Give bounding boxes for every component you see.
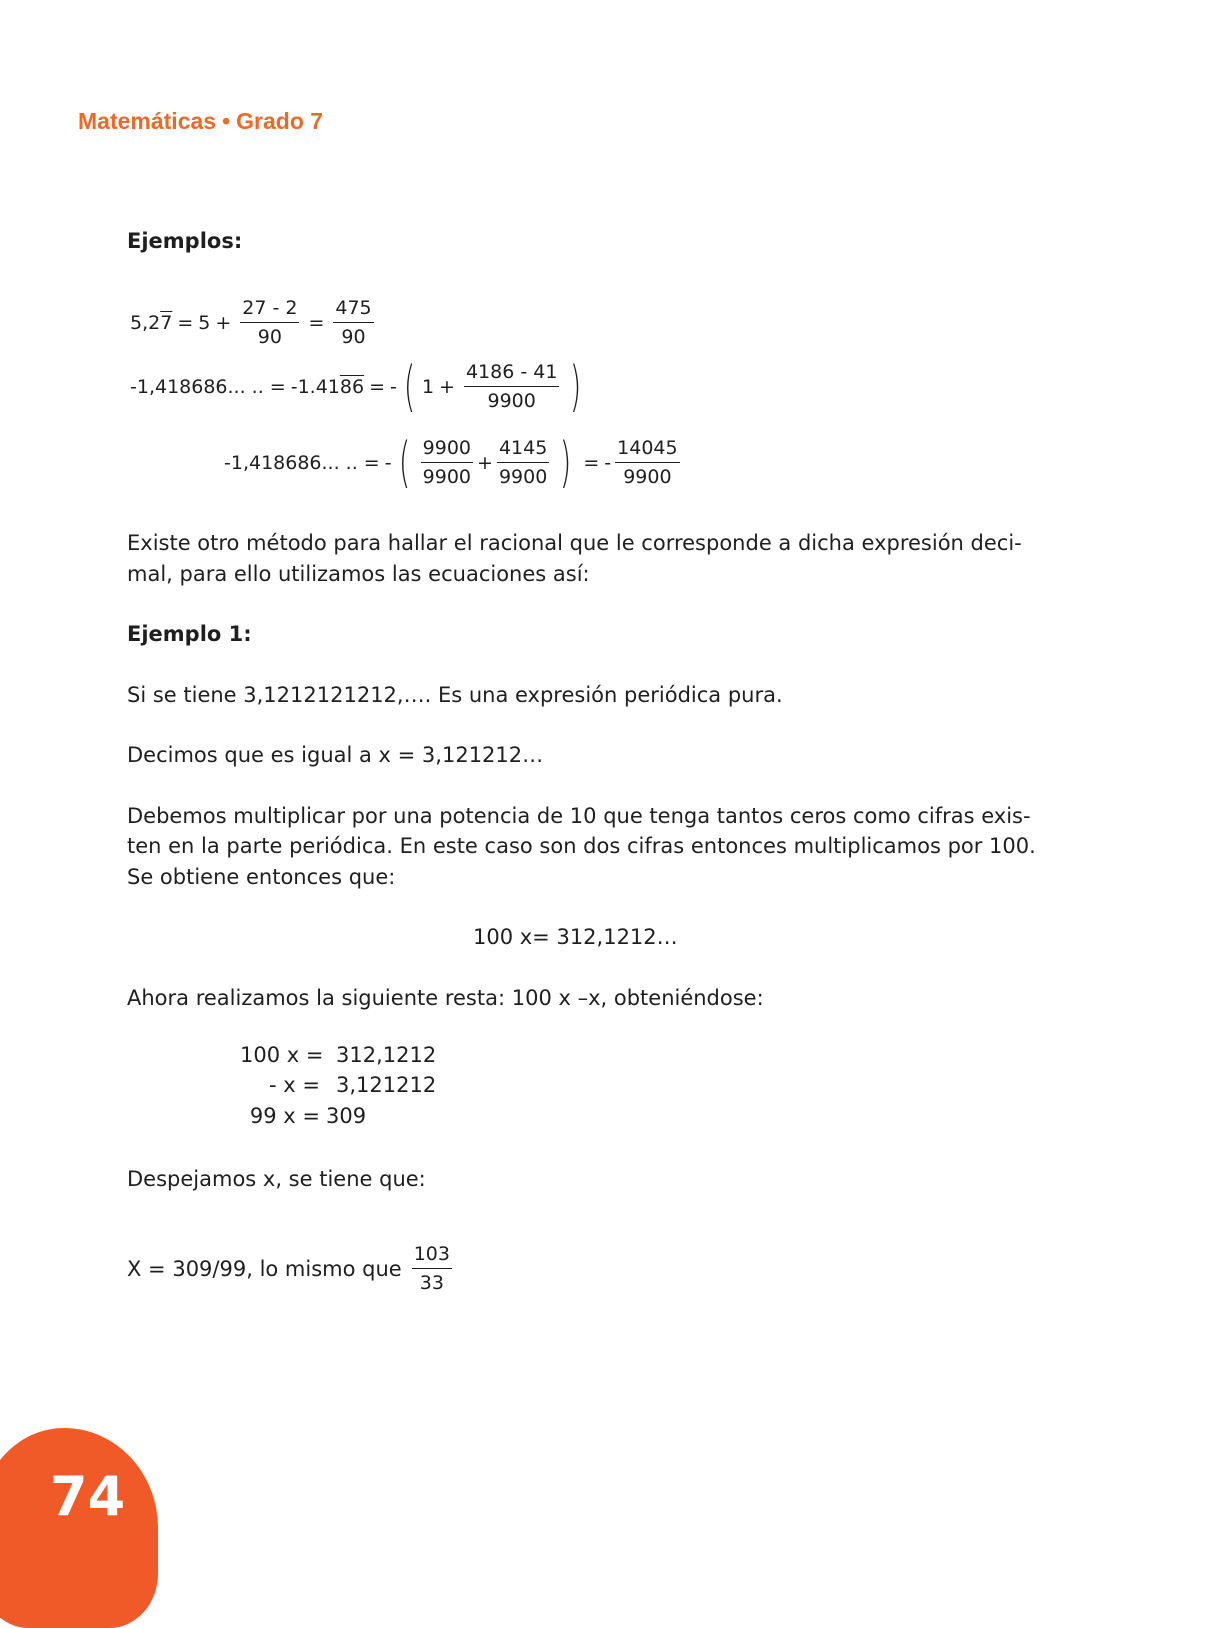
eq2-lhs: -1,418686... .. =	[130, 375, 286, 398]
eq1-numerator: 27 - 2	[240, 294, 299, 323]
eq1-lhs-int: 5,2	[130, 311, 161, 334]
eq3-result-denominator: 9900	[623, 466, 672, 488]
eq1-lhs-overline: 7	[160, 311, 173, 334]
eq3-fraction-1	[421, 434, 473, 491]
example-1-title: Ejemplo 1:	[127, 622, 252, 646]
eq1-plus: +	[215, 311, 232, 334]
equation-1	[130, 294, 378, 351]
eq1-result-numerator: 475	[333, 294, 373, 323]
paragraph-2-line-1: Debemos multiplicar por una potencia de 10 que tenga tantos ceros como cifras exis-	[127, 804, 1031, 828]
eq2-mid-overline: 86	[339, 375, 365, 398]
final-numerator: 103	[412, 1240, 452, 1269]
eq3-f2-numerator: 4145	[497, 434, 549, 463]
eq1-result-denominator: 90	[341, 326, 366, 348]
paragraph-2-line-3: Se obtiene entonces que:	[127, 865, 396, 889]
eq2-one: 1	[421, 375, 435, 398]
final-fraction	[412, 1240, 452, 1297]
eq3-minus: -	[384, 451, 392, 474]
eq3-f1-numerator: 9900	[421, 434, 473, 463]
eq3-lhs: -1,418686... .. =	[224, 451, 380, 474]
eq2-denominator: 9900	[487, 390, 536, 412]
subtraction-row-3-right: 309	[326, 1104, 367, 1128]
eq1-fraction	[240, 294, 299, 351]
subtraction-intro-line: Ahora realizamos la siguiente resta: 100 x –x, obteniéndose:	[127, 986, 764, 1010]
eq2-plus: +	[439, 375, 455, 398]
eq1-result-fraction	[333, 294, 373, 351]
subtraction-row-2-right: 3,121212	[336, 1073, 437, 1097]
final-result	[127, 1240, 456, 1297]
running-header	[78, 108, 323, 135]
final-text: X = 309/99, lo mismo que	[127, 1256, 402, 1281]
page-number: 74	[50, 1465, 126, 1528]
paragraph-2-line-2: ten en la parte periódica. En este caso son dos cifras entonces multiplicamos por 100.	[127, 834, 1036, 858]
eq3-f1-denominator: 9900	[422, 466, 472, 488]
page-number-badge	[0, 1428, 158, 1628]
eq1-denominator: 90	[257, 326, 282, 348]
left-paren-icon: (	[403, 354, 416, 418]
right-paren-icon: )	[560, 430, 572, 494]
eq1-equals-2: =	[308, 311, 325, 334]
centered-equation: 100 x= 312,1212…	[473, 925, 678, 949]
despejamos-line: Despejamos x, se tiene que:	[127, 1167, 426, 1191]
equation-2	[130, 354, 589, 418]
subtraction-row-2-left: - x =	[269, 1073, 320, 1097]
eq1-five: 5	[198, 311, 211, 334]
eq3-plus: +	[477, 451, 493, 474]
subtraction-row-1-left: 100 x =	[240, 1043, 324, 1067]
right-paren-icon: )	[570, 354, 582, 418]
eq1-equals: =	[177, 311, 194, 334]
eq3-fraction-2	[497, 434, 549, 491]
eq3-minus-2: -	[604, 451, 612, 474]
paragraph-1-line-1: Existe otro método para hallar el racional que le corresponde a dicha expresión deci-	[127, 531, 1022, 555]
eq2-equals: =	[369, 375, 385, 398]
subtraction-row-3-left: 99 x =	[249, 1104, 320, 1128]
eq3-f2-denominator: 9900	[498, 466, 548, 488]
left-paren-icon: (	[398, 430, 410, 494]
equation-3	[224, 430, 684, 494]
header-subject: Matemáticas	[78, 108, 217, 134]
subtraction-row-1-right: 312,1212	[336, 1043, 437, 1067]
eq3-result-numerator: 14045	[615, 434, 679, 463]
decimos-line: Decimos que es igual a x = 3,121212…	[127, 743, 544, 767]
eq3-result-fraction	[615, 434, 679, 491]
examples-title: Ejemplos:	[127, 229, 243, 253]
paragraph-1-line-2: mal, para ello utilizamos las ecuaciones así:	[127, 562, 590, 586]
final-denominator: 33	[419, 1272, 444, 1294]
eq2-numerator: 4186 - 41	[464, 358, 559, 387]
eq2-fraction	[464, 358, 559, 415]
eq2-minus: -	[390, 375, 397, 398]
periodic-expression-line: Si se tiene 3,1212121212,…. Es una expresión periódica pura.	[127, 683, 783, 707]
eq3-equals: =	[583, 451, 600, 474]
header-separator: •	[222, 108, 231, 134]
header-grade: Grado 7	[236, 108, 324, 134]
eq2-mid-pre: -1.41	[290, 375, 340, 398]
